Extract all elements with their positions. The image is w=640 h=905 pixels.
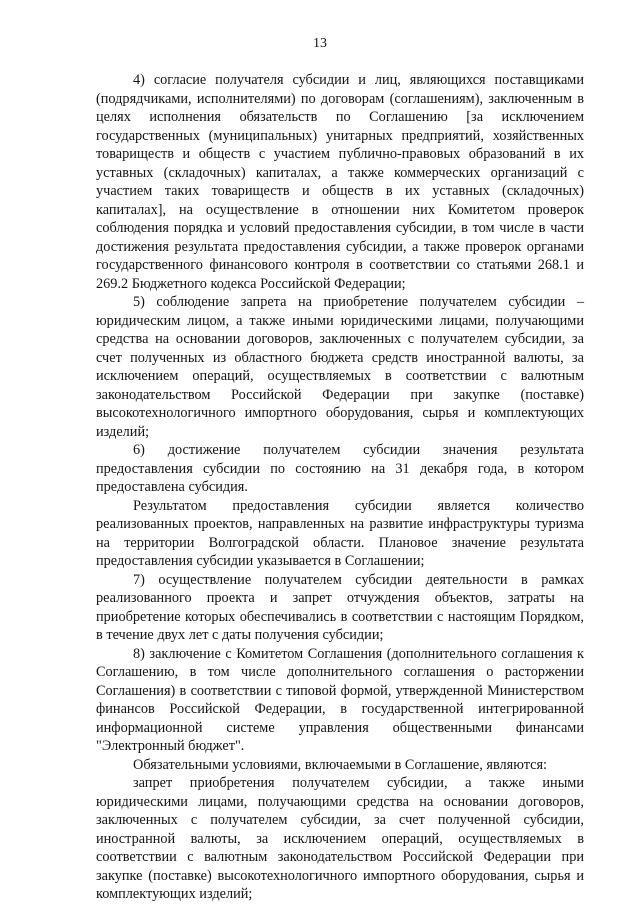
paragraph-mandatory-conditions-heading: Обязательными условиями, включаемыми в Соглашение, являются: bbox=[133, 756, 548, 773]
paragraph-mandatory-condition-currency-ban: запрет приобретения получателем субсидии, а также иными юридическими лицами, получающими средства на основании договоров, заключенных с получателем субсидии, за счет полученной субсидии, иностранной валюты, за исключением операций, осуществляемых в соответствии с валютным законодательством Российской Федерации при закупке (поставке) высокотехнологичного импортного оборудования, сырья и комплектующих изделий; bbox=[96, 775, 584, 902]
page-number: 13 bbox=[313, 36, 327, 51]
paragraph-item-6-result-achievement: 6) достижение получателем субсидии значения результата предоставления субсидии по состоянию на 31 декабря года, в котором предоставлена субсидия. bbox=[96, 442, 584, 495]
paragraph-item-8-agreement-conclusion: 8) заключение с Комитетом Соглашения (дополнительного соглашения к Соглашению, в том числе дополнительного соглашения о расторжении Соглашения) в соответствии с типовой формой, утвержденной Министерством финансов Российской Федерации, в государственной интегрированной информационной системе управления общественными финансами "Электронный бюджет". bbox=[96, 645, 584, 754]
paragraph-item-7-activity-and-alienation-ban: 7) осуществление получателем субсидии деятельности в рамках реализованного проекта и запрет отчуждения объектов, затраты на приобретение которых обеспечивались в соответствии с настоящим Порядком, в течение двух лет с даты получения субсидии; bbox=[96, 571, 584, 643]
paragraph-item-4-consent-to-inspections: 4) согласие получателя субсидии и лиц, являющихся поставщиками (подрядчиками, исполнителями) по договорам (соглашениям), заключенным в целях исполнения обязательств по Соглашению [за исключением государственных (муниципальных) унитарных предприятий, хозяйственных товариществ и обществ с участием публично-правовых образований в их уставных (складочных) капиталах, а также коммерческих организаций с участием таких товариществ и обществ в их уставных (складочных) капиталах], на осуществление в отношении них Комитетом проверок соблюдения порядка и условий предоставления субсидии, в том числе в части достижения результата предоставления субсидии, а также проверок органами государственного финансового контроля в соответствии со статьями 268.1 и 269.2 Бюджетного кодекса Российской Федерации; bbox=[96, 72, 584, 292]
document-body bbox=[96, 71, 584, 904]
paragraph-item-5-currency-purchase-ban: 5) соблюдение запрета на приобретение получателем субсидии – юридическим лицом, а также иными юридическими лицами, получающими средства на основании договоров, заключенных с получателем субсидии, за счет полученных из областного бюджета средств иностранной валюты, за исключением операций, осуществляемых в соответствии с валютным законодательством Российской Федерации при закупке (поставке) высокотехнологичного импортного оборудования, сырья и комплектующих изделий; bbox=[96, 294, 584, 440]
paragraph-subsidy-result-definition: Результатом предоставления субсидии является количество реализованных проектов, направленных на развитие инфраструктуры туризма на территории Волгоградской области. Плановое значение результата предоставления субсидии указывается в Соглашении; bbox=[96, 497, 584, 569]
